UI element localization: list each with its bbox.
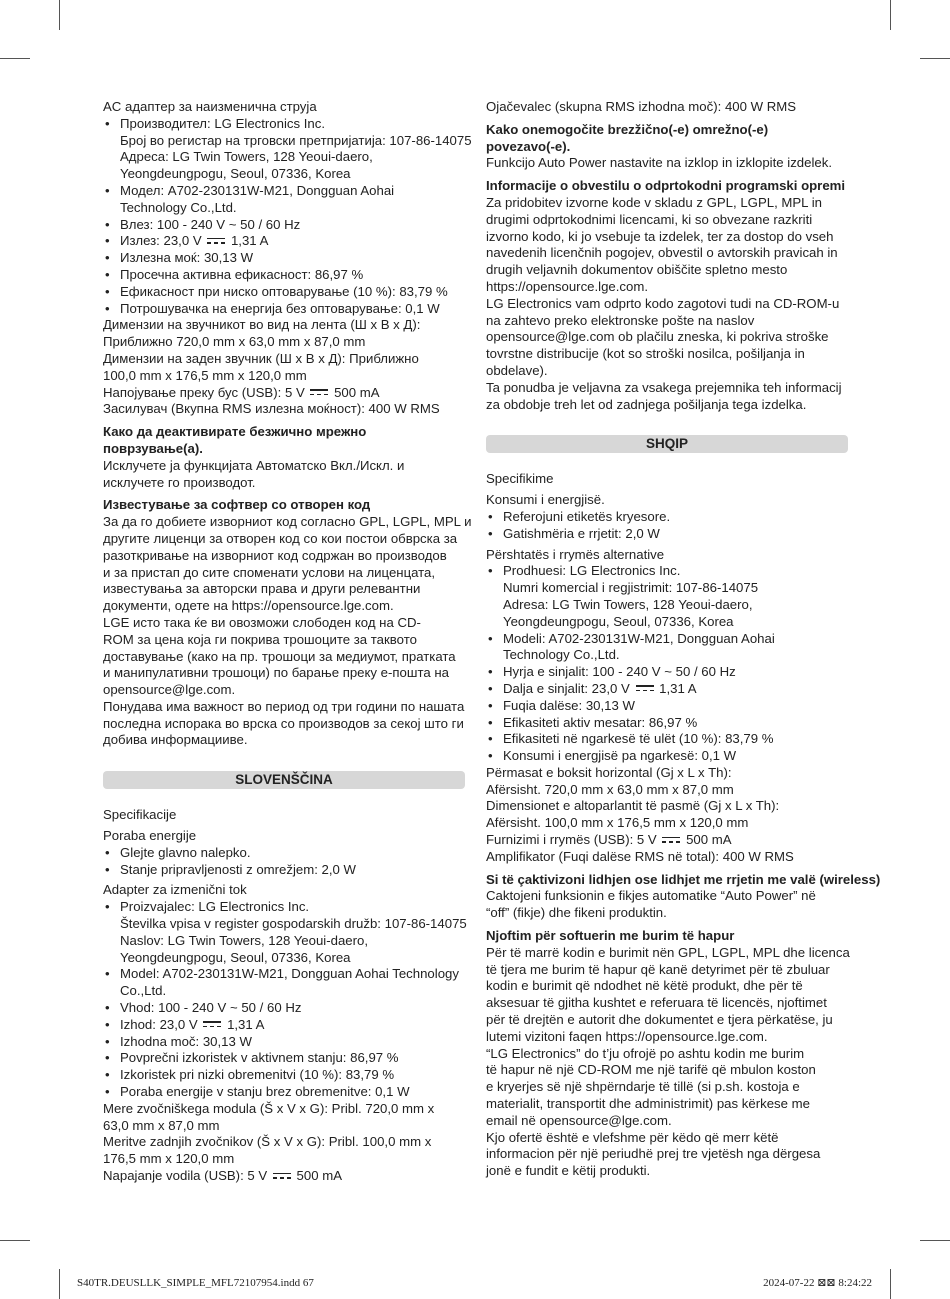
sl-dims-line: Meritve zadnjih zvočnikov (Š x V x G): Pribl. 100,0 mm x bbox=[103, 1134, 432, 1150]
sl-dims-line: 176,5 mm x 120,0 mm bbox=[103, 1151, 235, 1167]
sq-oss-body bbox=[486, 945, 848, 1180]
body-line: na zahtevo preko elektronske pošte na naslov bbox=[486, 312, 755, 328]
sq-power-title: Konsumi i energjisë. bbox=[486, 492, 605, 508]
body-line: Për të marrë kodin e burimit nën GPL, LGPL, MPL dhe licenca bbox=[486, 944, 850, 960]
list-item: • Производител: LG Electronics Inc. bbox=[103, 116, 465, 133]
body-line: и манипулативни трошоци) по барање преку е-пошта на bbox=[103, 665, 449, 681]
list-item-continued: Co.,Ltd. bbox=[120, 983, 167, 999]
body-line: “LG Electronics” do t’ju ofrojë po ashtu kodin me burim bbox=[486, 1045, 805, 1061]
body-line: LG Electronics vam odprto kodo zagotovi tudi na CD-ROM-u bbox=[486, 295, 840, 311]
list-item: • Efikasiteti në ngarkesë të ulët (10 %): 83,79 % bbox=[486, 731, 848, 748]
crop-mark-top-left-h bbox=[0, 58, 30, 59]
body-line: Caktojeni funksionin e fikjes automatike “Auto Power” në bbox=[486, 888, 816, 904]
sq-dims-line: Përmasat e boksit horizontal (Gj x L x Th): bbox=[486, 764, 732, 780]
list-item: • Glejte glavno nalepko. bbox=[103, 845, 465, 862]
body-line: Понудава има важност во период од три години по нашата bbox=[103, 698, 465, 714]
body-line: доставување (како на пр. трошоци за медиумот, пратката bbox=[103, 648, 456, 664]
sl-oss-body bbox=[486, 195, 848, 413]
body-line: kodin e burimit që ndodhet në këtë produkt, dhe për të bbox=[486, 978, 803, 994]
usb-label: Napajanje vodila (USB): 5 V bbox=[103, 1168, 268, 1184]
list-item: • Prodhuesi: LG Electronics Inc. bbox=[486, 563, 848, 580]
sq-adapter-title: Përshtatës i rrymës alternative bbox=[486, 546, 665, 562]
list-item: • Влез: 100 - 240 V ~ 50 / 60 Hz bbox=[103, 217, 465, 234]
sl-dims-line: Mere zvočniškega modula (Š x V x G): Pribl. 720,0 mm x bbox=[103, 1100, 435, 1116]
list-item: • Povprečni izkoristek v aktivnem stanju: 86,97 % bbox=[103, 1050, 465, 1067]
body-line: tovrstne distribucije (kot so stroški nosilca, pošiljanja in bbox=[486, 346, 805, 362]
body-line: jonë e fundit e këtij produkti. bbox=[486, 1163, 651, 1179]
right-column bbox=[486, 99, 881, 1180]
dc-current-symbol-icon bbox=[203, 1020, 221, 1028]
mk-oss-heading: Известување за софтвер со отворен код bbox=[103, 497, 371, 513]
sq-dims-line: Afërsisht. 100,0 mm x 176,5 mm x 120,0 mm bbox=[486, 815, 749, 831]
sq-wireless-heading: Si të çaktivizoni lidhjen ose lidhjet me rrjetin me valë (wireless) bbox=[486, 871, 881, 887]
list-item: • Izkoristek pri nizki obremenitvi (10 %): 83,79 % bbox=[103, 1067, 465, 1084]
list-item-continued: Numri komercial i regjistrimit: 107-86-14075 bbox=[503, 580, 759, 596]
list-item: • Просечна активна ефикасност: 86,97 % bbox=[103, 267, 465, 284]
body-line: известувања за авторски права и други релевантни bbox=[103, 581, 421, 597]
body-line: Funkcijo Auto Power nastavite na izklop in izklopite izdelek. bbox=[486, 155, 832, 171]
sq-amp-line: Amplifikator (Fuqi dalëse RMS në total): 400 W RMS bbox=[486, 848, 794, 864]
body-line: Za pridobitev izvorne kode v skladu z GPL, LGPL, MPL in bbox=[486, 194, 822, 210]
usb-current: 500 mA bbox=[334, 384, 380, 400]
mk-usb-line bbox=[103, 385, 465, 402]
body-line: Исклучете ја функцијата Автоматско Вкл./Искл. и bbox=[103, 457, 405, 473]
list-item: • Efikasiteti aktiv mesatar: 86,97 % bbox=[486, 715, 848, 732]
body-line: и за пристап до сите споменати услови на лиценцата, bbox=[103, 564, 436, 580]
crop-mark-bottom-right-h bbox=[920, 1240, 950, 1241]
list-item: • Referojuni etiketës kryesore. bbox=[486, 509, 848, 526]
list-item: • Модел: A702-230131W-M21, Dongguan Aohai bbox=[103, 183, 465, 200]
body-line: obdelave). bbox=[486, 362, 548, 378]
crop-mark-bottom-left-h bbox=[0, 1240, 30, 1241]
mk-dims-line: Димензии на звучникот во вид на лента (Ш x В x Д): bbox=[103, 317, 421, 333]
sq-dims-line: Afërsisht. 720,0 mm x 63,0 mm x 87,0 mm bbox=[486, 781, 734, 797]
body-line: drugimi odprtokodnimi licencami, ki so obvezane razkriti bbox=[486, 211, 813, 227]
mk-adapter-title: AC адаптер за наизменична струја bbox=[103, 99, 317, 114]
body-line: aksesuar të gjitha kushtet e referuara të licencës, njoftimet bbox=[486, 995, 827, 1011]
section-band-slovenscina: SLOVENŠČINA bbox=[103, 771, 465, 789]
list-item-output bbox=[486, 681, 848, 698]
mk-wireless-heading bbox=[103, 424, 465, 458]
crop-mark-top-left-v bbox=[59, 0, 60, 30]
list-item: • Stanje pripravljenosti z omrežjem: 2,0 W bbox=[103, 862, 465, 879]
output-current: 1,31 A bbox=[227, 1016, 265, 1032]
body-line: Ta ponudba je veljavna za vsakega prejemnika teh informacij bbox=[486, 379, 842, 395]
dc-current-symbol-icon bbox=[662, 836, 680, 844]
list-item-continued: Број во регистар на трговски претпријатија: 107-86-14075 bbox=[120, 132, 472, 148]
body-line: ROM за цена која ги покрива трошоците за таквото bbox=[103, 631, 417, 647]
crop-mark-top-right-h bbox=[920, 58, 950, 59]
list-item-continued: Адреса: LG Twin Towers, 128 Yeoui-daero, bbox=[120, 149, 373, 165]
list-item: • Vhod: 100 - 240 V ~ 50 / 60 Hz bbox=[103, 1000, 465, 1017]
body-line: lutemi vizitoni faqen https://opensource.lge.com. bbox=[486, 1028, 768, 1044]
sl-wireless-heading bbox=[486, 122, 848, 156]
sl-dims-line: 63,0 mm x 87,0 mm bbox=[103, 1117, 220, 1133]
heading-line: Како да деактивирате безжично мрежно bbox=[103, 424, 367, 440]
sl-oss-heading: Informacije o obvestilu o odprtokodni programski opremi bbox=[486, 178, 846, 194]
crop-mark-bottom-left-v bbox=[59, 1269, 60, 1299]
list-item: • Konsumi i energjisë pa ngarkesë: 0,1 W bbox=[486, 748, 848, 765]
usb-label: Напојување преку бус (USB): 5 V bbox=[103, 384, 305, 400]
body-line: e kryerjes së një shpërndarje të tillë (si p.sh. kostoja e bbox=[486, 1079, 800, 1095]
sq-adapter-list bbox=[486, 563, 848, 765]
sl-amp-line: Ojačevalec (skupna RMS izhodna moč): 400 W RMS bbox=[486, 99, 797, 114]
body-line: opensource@lge.com. bbox=[103, 682, 236, 698]
heading-line: Kako onemogočite brezžično(-e) omrežno(-e) bbox=[486, 121, 769, 137]
sl-adapter-list bbox=[103, 899, 465, 1101]
body-line: drugih veljavnih dokumentov obiščite spletno mesto bbox=[486, 262, 788, 278]
list-item: • Izhodna moč: 30,13 W bbox=[103, 1034, 465, 1051]
body-line: последна испорака во врска со производов за секој што ги bbox=[103, 715, 464, 731]
body-line: другите лиценци за отворен код со кои постои обврска за bbox=[103, 530, 458, 546]
list-item: • Fuqia dalëse: 30,13 W bbox=[486, 698, 848, 715]
left-column bbox=[103, 99, 472, 1185]
list-item: • Gatishmëria e rrjetit: 2,0 W bbox=[486, 526, 848, 543]
body-line: исклучете го производот. bbox=[103, 474, 256, 490]
body-line: За да го добиете изворниот код согласно GPL, LGPL, MPL и bbox=[103, 514, 472, 530]
list-item: • Потрошувачка на енергија без оптоварување: 0,1 W bbox=[103, 301, 465, 318]
list-item: • Proizvajalec: LG Electronics Inc. bbox=[103, 899, 465, 916]
mk-dims-line: Димензии на заден звучник (Ш x В x Д): Приближно bbox=[103, 350, 419, 366]
list-item-continued: Technology Co.,Ltd. bbox=[120, 199, 237, 215]
output-label: Излез: 23,0 V bbox=[120, 233, 202, 249]
list-item-continued: Yeongdeungpogu, Seoul, 07336, Korea bbox=[120, 166, 351, 182]
sq-usb-line bbox=[486, 832, 848, 849]
mk-oss-body bbox=[103, 514, 472, 749]
body-line: izvorno kodo, ki jo vsebuje ta izdelek, ter za dostop do vseh bbox=[486, 228, 834, 244]
footer-filename: S40TR.DEUSLLK_SIMPLE_MFL72107954.indd 67 bbox=[77, 1277, 314, 1289]
footer-timestamp: 2024-07-22 ⊠⊠ 8:24:22 bbox=[763, 1277, 872, 1289]
list-item-continued: Yeongdeungpogu, Seoul, 07336, Korea bbox=[120, 949, 351, 965]
list-item-continued: Številka vpisa v register gospodarskih družb: 107-86-14075 bbox=[120, 916, 467, 932]
output-label: Dalja e sinjalit: 23,0 V bbox=[503, 680, 630, 696]
usb-current: 500 mA bbox=[296, 1168, 342, 1184]
body-line: për të drejtën e autorit dhe dokumentet e tjera përkatëse, ju bbox=[486, 1012, 833, 1028]
body-line: “off” (fikje) dhe fikeni produktin. bbox=[486, 905, 667, 921]
mk-dims-line: Приближно 720,0 mm x 63,0 mm x 87,0 mm bbox=[103, 334, 366, 350]
dc-current-symbol-icon bbox=[207, 237, 225, 245]
body-line: добива информацииве. bbox=[103, 732, 248, 748]
body-line: të hapur në një CD-ROM me një tarifë që mbulon koston bbox=[486, 1062, 816, 1078]
sq-spec-title: Specifikime bbox=[486, 471, 554, 487]
crop-mark-bottom-right-v bbox=[890, 1269, 891, 1299]
sq-oss-heading: Njoftim për softuerin me burim të hapur bbox=[486, 928, 735, 944]
list-item-continued: Naslov: LG Twin Towers, 128 Yeoui-daero, bbox=[120, 932, 369, 948]
crop-mark-top-right-v bbox=[890, 0, 891, 30]
section-band-shqip: SHQIP bbox=[486, 435, 848, 453]
mk-amp-line: Засилувач (Вкупна RMS излезна моќност): 400 W RMS bbox=[103, 401, 440, 417]
sl-power-title: Poraba energije bbox=[103, 828, 197, 844]
output-current: 1,31 A bbox=[659, 680, 697, 696]
list-item: • Ефикасност при ниско оптоварување (10 %): 83,79 % bbox=[103, 284, 465, 301]
body-line: të tjera me burim të hapur që kanë detyrimet për të zbuluar bbox=[486, 961, 830, 977]
sl-usb-line bbox=[103, 1168, 465, 1185]
list-item-continued: Adresa: LG Twin Towers, 128 Yeoui-daero, bbox=[503, 596, 753, 612]
output-label: Izhod: 23,0 V bbox=[120, 1016, 198, 1032]
sl-spec-title: Specifikacije bbox=[103, 807, 177, 823]
sq-dims-line: Dimensionet e altoparlantit të pasmë (Gj x L x Th): bbox=[486, 798, 780, 814]
mk-adapter-list bbox=[103, 115, 472, 318]
usb-label: Furnizimi i rrymës (USB): 5 V bbox=[486, 832, 657, 848]
list-item-continued: Technology Co.,Ltd. bbox=[503, 647, 620, 663]
heading-line: поврзување(а). bbox=[103, 440, 203, 456]
body-line: navedenih licenčnih pogojev, obvestil o avtorskih pravicah in bbox=[486, 245, 838, 261]
dc-current-symbol-icon bbox=[310, 388, 328, 396]
body-line: документи, одете на https://opensource.lge.com. bbox=[103, 598, 394, 614]
body-line: https://opensource.lge.com. bbox=[486, 278, 649, 294]
body-line: email në opensource@lge.com. bbox=[486, 1112, 672, 1128]
body-line: opensource@lge.com ob plačilu zneska, ki pokriva stroške bbox=[486, 329, 829, 345]
list-item-continued: Yeongdeungpogu, Seoul, 07336, Korea bbox=[503, 613, 734, 629]
output-current: 1,31 A bbox=[230, 233, 269, 249]
dc-current-symbol-icon bbox=[273, 1172, 291, 1180]
body-line: informacion për një periudhë prej tre vjetësh nga dërgesa bbox=[486, 1146, 821, 1162]
body-line: LGE исто така ќе ви овозможи слободен код на CD- bbox=[103, 614, 421, 630]
body-line: разоткривање на изворниот код содржан во производов bbox=[103, 547, 447, 563]
list-item: • Hyrja e sinjalit: 100 - 240 V ~ 50 / 60 Hz bbox=[486, 664, 848, 681]
list-item-output bbox=[103, 233, 465, 250]
body-line: za obdobje treh let od zadnjega pošiljanja tega izdelka. bbox=[486, 396, 807, 412]
list-item: • Model: A702-230131W-M21, Dongguan Aohai Technology bbox=[103, 966, 465, 983]
usb-current: 500 mA bbox=[686, 832, 732, 848]
list-item: • Poraba energije v stanju brez obremenitve: 0,1 W bbox=[103, 1084, 465, 1101]
list-item: • Modeli: A702-230131W-M21, Dongguan Aohai bbox=[486, 631, 848, 648]
dc-current-symbol-icon bbox=[636, 684, 654, 692]
list-item-output bbox=[103, 1017, 465, 1034]
heading-line: povezavo(-e). bbox=[486, 138, 571, 154]
list-item: • Излезна моќ: 30,13 W bbox=[103, 250, 465, 267]
sl-adapter-title: Adapter za izmenični tok bbox=[103, 882, 247, 898]
body-line: Kjo ofertë është e vlefshme për këdo që merr këtë bbox=[486, 1129, 779, 1145]
mk-dims-line: 100,0 mm x 176,5 mm x 120,0 mm bbox=[103, 367, 307, 383]
body-line: materialit, transportit dhe administrimit) pas kërkese me bbox=[486, 1096, 810, 1112]
